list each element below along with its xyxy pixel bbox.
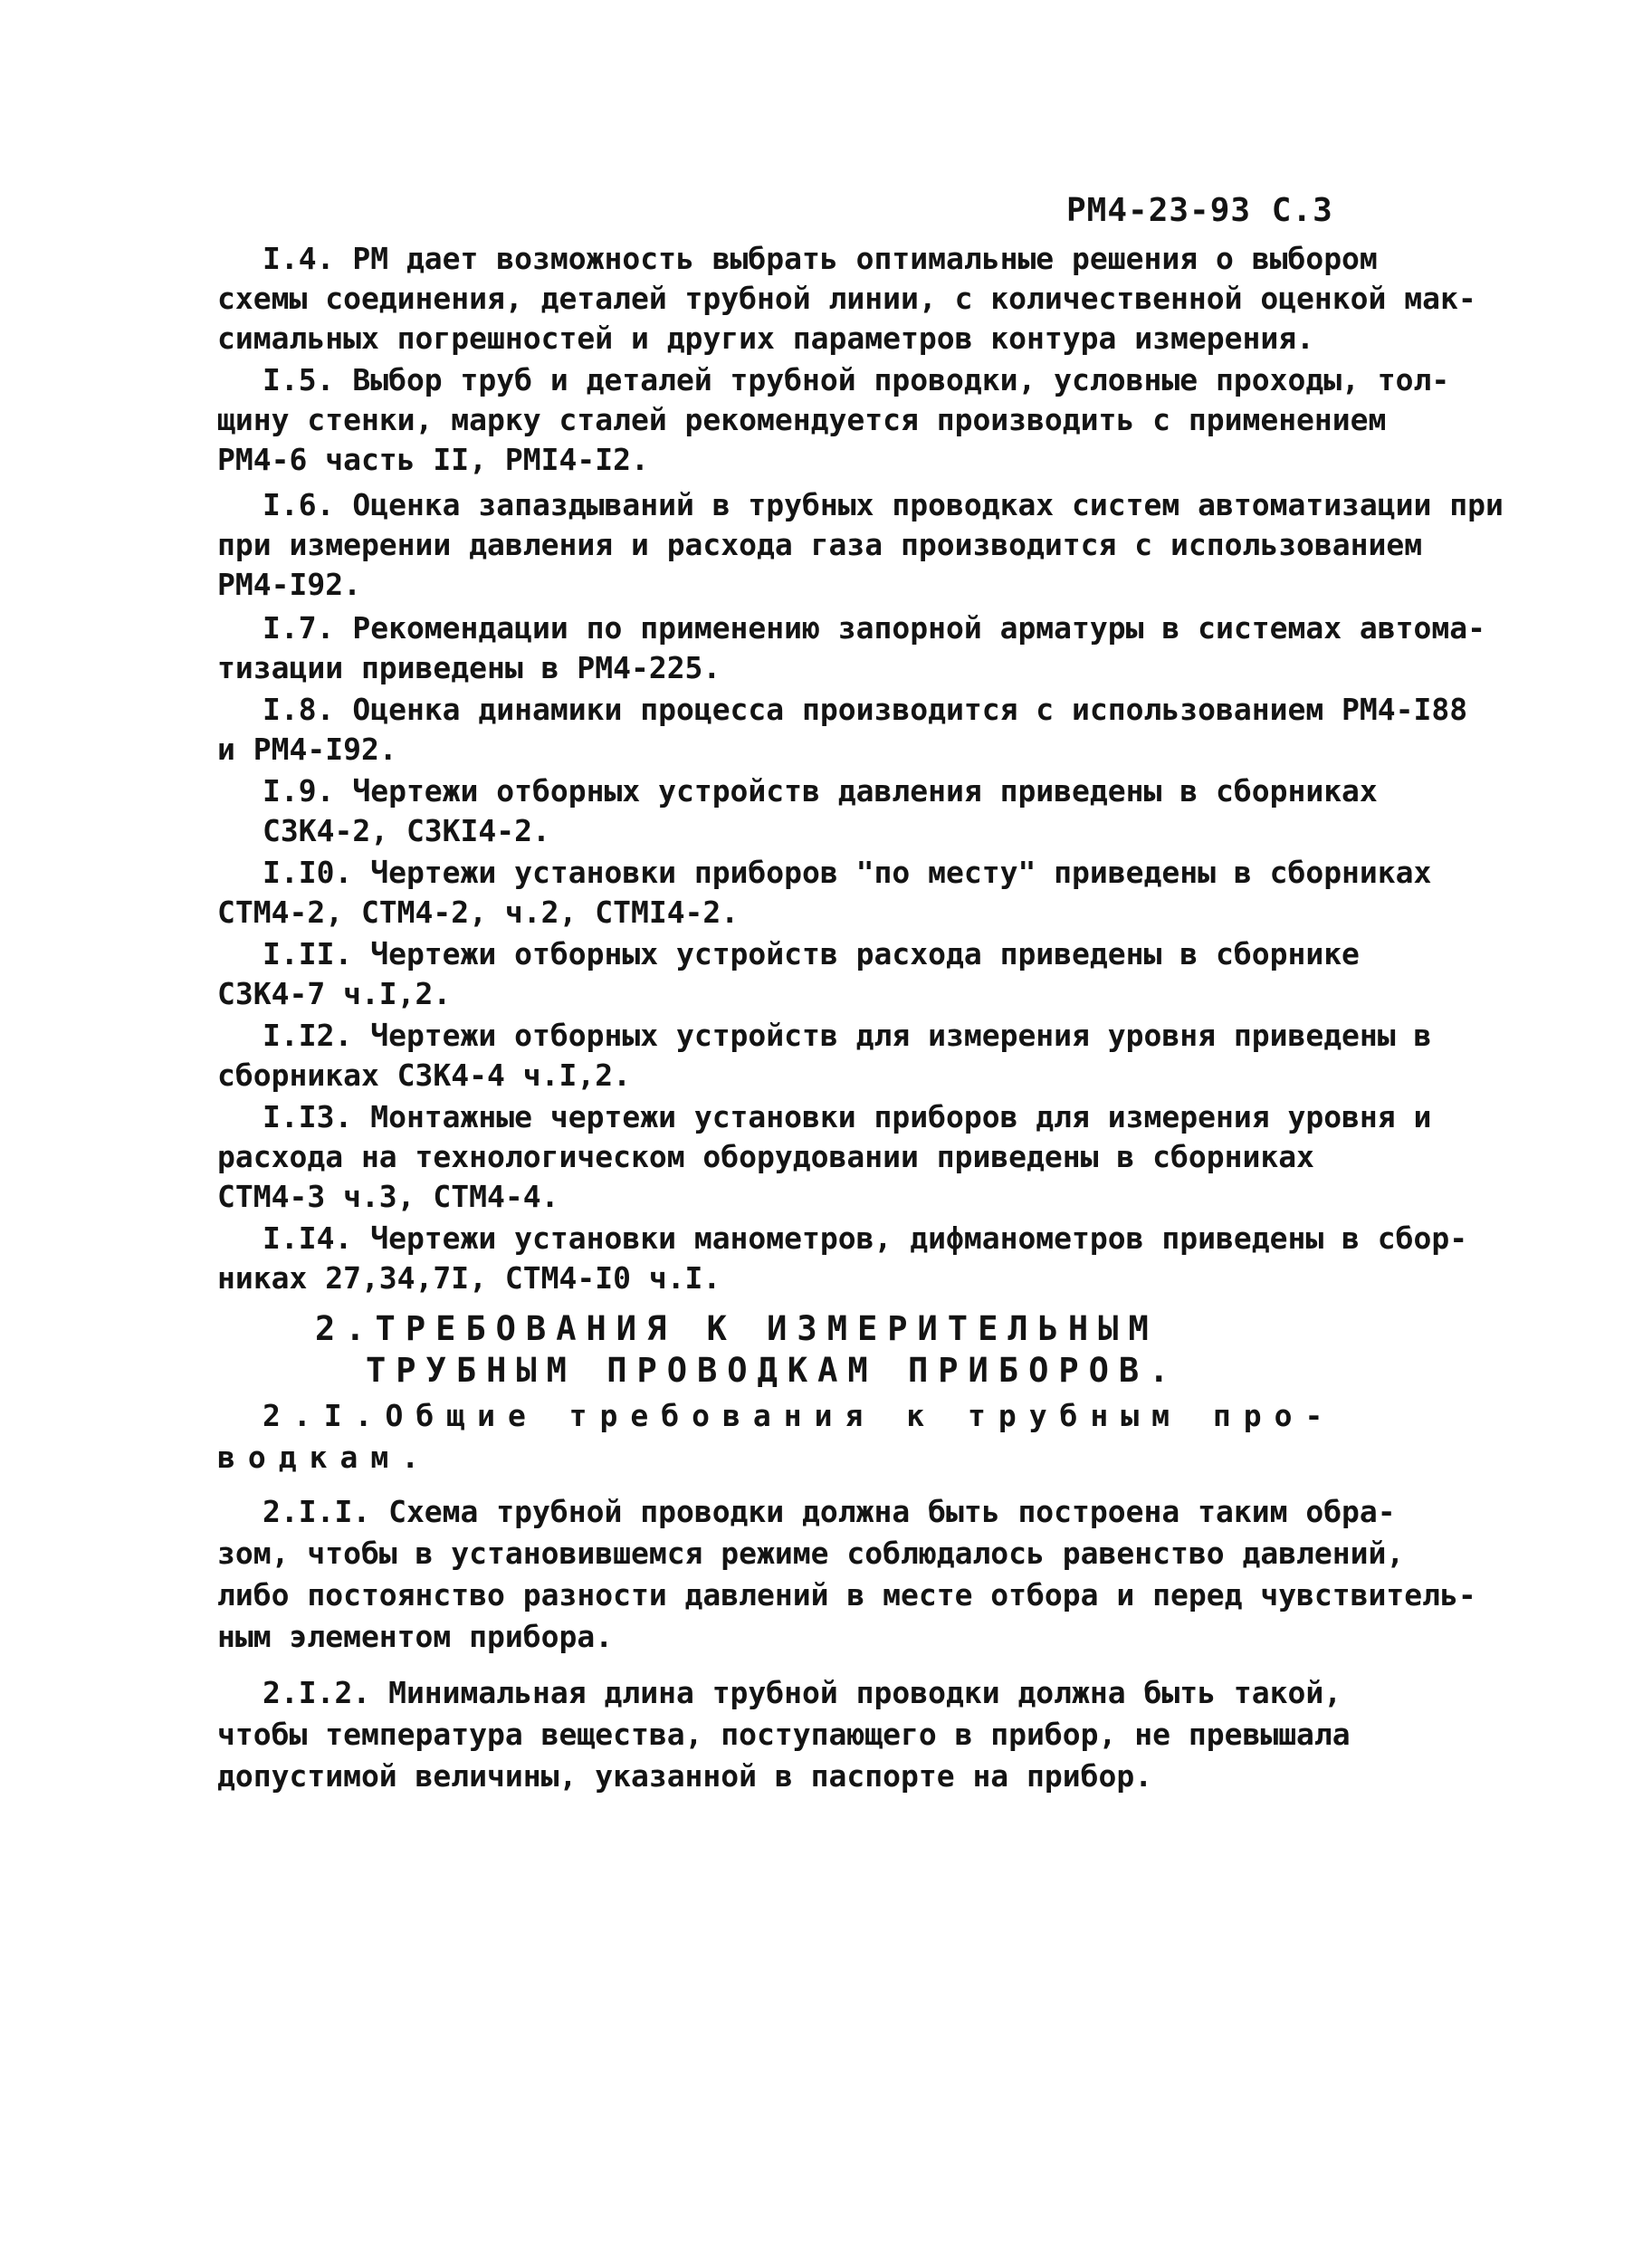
text-line: I.7. Рекомендации по применению запорной арматуры в системах автома- bbox=[263, 610, 1486, 646]
text-line: расхода на технологическом оборудовании приведены в сборниках bbox=[217, 1139, 1314, 1174]
text-line: чтобы температура вещества, поступающего в прибор, не превышала bbox=[217, 1717, 1351, 1752]
text-line: I.I3. Монтажные чертежи установки приборов для измерения уровня и bbox=[263, 1099, 1432, 1134]
text-line: щину стенки, марку сталей рекомендуется производить с применением bbox=[217, 402, 1387, 437]
text-line: никах 27,34,7I, СТМ4-I0 ч.I. bbox=[217, 1260, 721, 1296]
text-line: I.II. Чертежи отборных устройств расхода приведены в сборнике bbox=[263, 936, 1360, 971]
text-line: РМ4-I92. bbox=[217, 567, 361, 602]
text-line: СТМ4-2, СТМ4-2, ч.2, СТМI4-2. bbox=[217, 895, 740, 930]
text-line: I.6. Оценка запаздываний в трубных проводках систем автоматизации при bbox=[263, 487, 1504, 522]
text-line: I.I2. Чертежи отборных устройств для измерения уровня приведены в bbox=[263, 1018, 1432, 1053]
text-line: I.8. Оценка динамики процесса производится с использованием РМ4-I88 bbox=[263, 692, 1468, 727]
text-line: СЗК4-7 ч.I,2. bbox=[217, 976, 452, 1011]
text-line: I.5. Выбор труб и деталей трубной проводки, условные проходы, тол- bbox=[263, 362, 1450, 397]
text-line: I.4. РМ дает возможность выбрать оптимальные решения о выбором bbox=[263, 241, 1378, 276]
section-title-line2: ТРУБНЫМ ПРОВОДКАМ ПРИБОРОВ. bbox=[366, 1351, 1179, 1390]
text-line: СТМ4-3 ч.3, СТМ4-4. bbox=[217, 1179, 559, 1214]
text-line: тизации приведены в РМ4-225. bbox=[217, 650, 721, 685]
text-line: допустимой величины, указанной в паспорте на прибор. bbox=[217, 1758, 1153, 1794]
text-line: сборниках СЗК4-4 ч.I,2. bbox=[217, 1057, 631, 1093]
text-line: I.I4. Чертежи установки манометров, дифманометров приведены в сбор- bbox=[263, 1220, 1468, 1256]
text-line: и РМ4-I92. bbox=[217, 732, 397, 767]
text-line: схемы соединения, деталей трубной линии, с количественной оценкой мак- bbox=[217, 281, 1476, 316]
subsection-title-line1: 2.I.Общие требования к трубным про- bbox=[263, 1398, 1336, 1433]
text-line: I.I0. Чертежи установки приборов "по месту" приведены в сборниках bbox=[263, 855, 1432, 890]
text-line: РМ4-6 часть II, РМI4-I2. bbox=[217, 442, 649, 477]
text-line: при измерении давления и расхода газа производится с использованием bbox=[217, 527, 1423, 562]
text-line: либо постоянство разности давлений в месте отбора и перед чувствитель- bbox=[217, 1577, 1476, 1612]
text-line: ным элементом прибора. bbox=[217, 1619, 614, 1654]
subsection-title-line2: водкам. bbox=[217, 1440, 433, 1475]
text-line: зом, чтобы в установившемся режиме соблюдалось равенство давлений, bbox=[217, 1536, 1405, 1571]
text-line: 2.I.2. Минимальная длина трубной проводки должна быть такой, bbox=[263, 1675, 1342, 1710]
text-line: симальных погрешностей и других параметров контура измерения. bbox=[217, 321, 1314, 356]
text-line: 2.I.I. Схема трубной проводки должна быть построена таким обра- bbox=[263, 1494, 1396, 1529]
section-title-line1: 2.ТРЕБОВАНИЯ К ИЗМЕРИТЕЛЬНЫМ bbox=[315, 1309, 1159, 1348]
text-line: I.9. Чертежи отборных устройств давления приведены в сборниках bbox=[263, 773, 1378, 809]
page-header-code: РМ4-23-93 С.3 bbox=[1066, 192, 1333, 229]
text-line: СЗК4-2, СЗКI4-2. bbox=[263, 813, 550, 848]
